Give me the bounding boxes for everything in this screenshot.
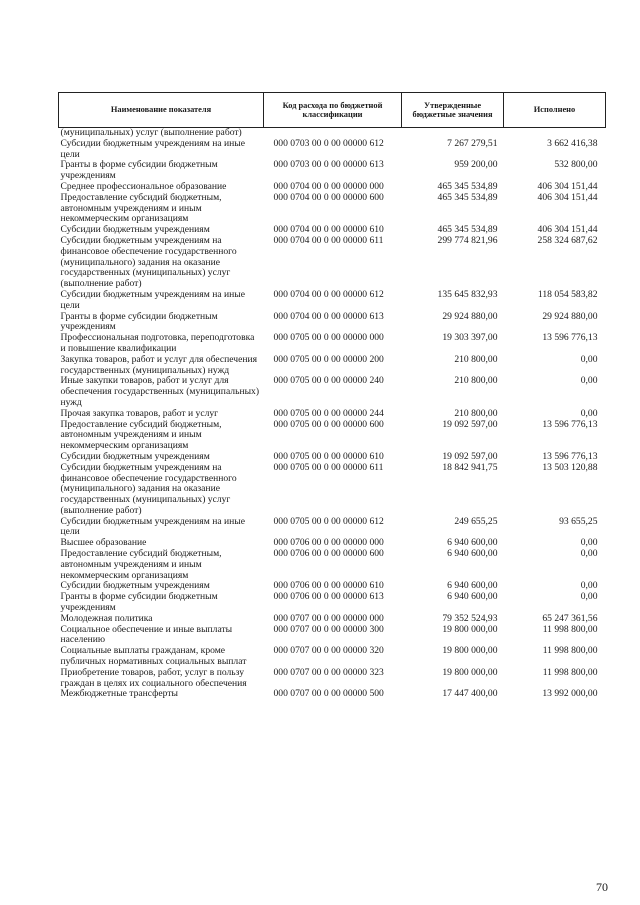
row-approved: 19 800 000,00 [442,623,498,635]
row-executed: 65 247 361,56 [542,612,598,624]
table-header-row [59,93,606,128]
row-name: Гранты в форме субсидии бюджетным учреждениям [60,159,218,182]
row-executed: 11 998 800,00 [542,666,598,678]
row-code: 000 0704 00 0 00 00000 612 [273,288,384,300]
table-row [59,409,606,420]
row-name: Субсидии бюджетным учреждениям на иные цели [60,515,245,538]
table-body [59,128,606,701]
row-code: 000 0705 00 0 00 00000 612 [273,515,384,527]
row-name: Социальное обеспечение и иные выплаты населению [60,623,233,646]
row-name: Высшее образование [60,537,147,549]
row-approved: 299 774 821,96 [437,234,498,246]
table-row [59,333,606,355]
header-approved: Утвержденные бюджетные значения [402,93,504,128]
row-code: 000 0707 00 0 00 00000 320 [273,645,384,657]
row-name: Субсидии бюджетным учреждениям [60,224,210,236]
row-executed: 0,00 [580,580,598,592]
header-executed: Исполнено [504,93,606,128]
row-approved: 135 645 832,93 [437,288,498,300]
row-name: (муниципальных) услуг (выполнение работ) [60,127,242,138]
table-row [59,668,606,690]
row-code: 000 0705 00 0 00 00000 200 [273,353,384,365]
header-code: Код расхода по бюджетной классификации [264,93,402,128]
table-row [59,463,606,517]
row-executed: 532 800,00 [554,159,598,171]
row-name: Субсидии бюджетным учреждениям [60,450,210,462]
table-row [59,290,606,312]
row-name: Субсидии бюджетным учреждениям на финансовое обеспечение государственного (муниципального) задания на оказание государственных (муниципальных) услуг (выполнение работ) [60,234,237,290]
row-name: Закупка товаров, работ и услуг для обеспечения государственных (муниципальных) нужд [60,353,258,376]
row-name: Субсидии бюджетным учреждениям [60,580,210,592]
row-approved: 19 092 597,00 [442,450,498,462]
row-approved: 19 092 597,00 [442,418,498,430]
row-approved: 249 655,25 [454,515,498,527]
row-code: 000 0704 00 0 00 00000 613 [273,310,384,322]
row-code: 000 0707 00 0 00 00000 300 [273,623,384,635]
row-name: Предоставление субсидий бюджетным, автономным учреждениям и иным некоммерческим организациям [60,418,222,452]
row-code: 000 0706 00 0 00 00000 610 [273,580,384,592]
table-row [59,689,606,700]
row-executed: 13 596 776,13 [542,418,598,430]
row-approved: 17 447 400,00 [442,688,498,700]
table-row [59,236,606,290]
row-name: Гранты в форме субсидии бюджетным учреждениям [60,310,218,333]
row-name: Молодежная политика [60,612,153,624]
table-row [59,420,606,452]
row-approved: 79 352 524,93 [442,612,498,624]
row-executed: 406 304 151,44 [537,180,598,192]
row-name: Субсидии бюджетным учреждениям на иные цели [60,137,245,160]
row-executed: 3 662 416,38 [547,137,598,149]
row-approved: 29 924 880,00 [442,310,498,322]
row-executed: 11 998 800,00 [542,645,598,657]
row-name: Предоставление субсидий бюджетным, автономным учреждениям и иным некоммерческим организациям [60,191,222,225]
row-approved: 465 345 534,89 [437,180,498,192]
row-code: 000 0705 00 0 00 00000 244 [273,407,384,419]
row-code: 000 0703 00 0 00 00000 612 [273,137,384,149]
row-approved: 7 267 279,51 [447,137,498,149]
row-approved: 210 800,00 [454,375,498,387]
row-code: 000 0707 00 0 00 00000 500 [273,688,384,700]
row-executed: 258 324 687,62 [537,234,598,246]
row-code: 000 0705 00 0 00 00000 000 [273,332,384,344]
row-approved: 210 800,00 [454,353,498,365]
row-name: Субсидии бюджетным учреждениям на финансовое обеспечение государственного (муниципального) задания на оказание государственных (муниципальных) услуг (выполнение работ) [60,461,237,516]
row-approved: 465 345 534,89 [437,191,498,203]
row-code: 000 0706 00 0 00 00000 000 [273,537,384,549]
row-approved: 6 940 600,00 [447,580,498,592]
row-executed: 29 924 880,00 [542,310,598,322]
row-approved: 19 800 000,00 [442,645,498,657]
row-executed: 93 655,25 [559,515,598,527]
table-row [59,139,606,161]
table-row [59,312,606,334]
budget-table-page [58,92,605,700]
row-approved: 959 200,00 [454,159,498,171]
table-row [59,160,606,182]
table-row [59,646,606,668]
row-executed: 406 304 151,44 [537,224,598,236]
row-executed: 0,00 [580,548,598,560]
row-approved: 18 842 941,75 [442,461,498,473]
row-name: Межбюджетные трансферты [60,688,178,700]
row-name: Профессиональная подготовка, переподготовка и повышение квалификации [60,332,255,354]
row-name: Гранты в форме субсидии бюджетным учреждениям [60,591,218,614]
row-executed: 0,00 [580,375,598,387]
row-approved: 19 800 000,00 [442,666,498,678]
row-name: Социальные выплаты гражданам, кроме публичных нормативных социальных выплат [60,645,247,668]
table-row [59,193,606,225]
budget-execution-table [58,92,606,700]
page-number: 70 [596,880,608,894]
row-executed: 13 992 000,00 [542,688,598,700]
row-executed: 0,00 [580,353,598,365]
row-code: 000 0706 00 0 00 00000 600 [273,548,384,560]
row-code: 000 0705 00 0 00 00000 610 [273,450,384,462]
table-row [59,355,606,377]
row-name: Прочая закупка товаров, работ и услуг [60,407,219,419]
row-name: Среднее профессиональное образование [60,180,227,192]
table-row [59,517,606,539]
row-name: Предоставление субсидий бюджетным, автономным учреждениям и иным некоммерческим организациям [60,548,222,581]
table-row [59,625,606,647]
table-row [59,592,606,614]
row-code: 000 0704 00 0 00 00000 611 [273,234,384,246]
row-approved: 6 940 600,00 [447,591,498,603]
row-approved: 6 940 600,00 [447,537,498,549]
row-code: 000 0704 00 0 00 00000 600 [273,191,384,203]
row-name: Приобретение товаров, работ, услуг в пользу граждан в целях их социального обеспечения [60,666,247,689]
row-code: 000 0705 00 0 00 00000 240 [273,375,384,387]
row-code: 000 0704 00 0 00 00000 610 [273,224,384,236]
row-executed: 13 596 776,13 [542,332,598,344]
row-executed: 406 304 151,44 [537,191,598,203]
row-code: 000 0706 00 0 00 00000 613 [273,591,384,603]
row-code: 000 0707 00 0 00 00000 323 [273,666,384,678]
table-row [59,549,606,581]
row-executed: 13 503 120,88 [542,461,598,473]
row-executed: 0,00 [580,537,598,549]
row-code: 000 0707 00 0 00 00000 000 [273,612,384,624]
row-approved: 465 345 534,89 [437,224,498,236]
row-approved: 210 800,00 [454,407,498,419]
row-executed: 13 596 776,13 [542,450,598,462]
row-name: Субсидии бюджетным учреждениям на иные цели [60,288,245,311]
row-name: Иные закупки товаров, работ и услуг для обеспечения государственных (муниципальных) нужд [60,375,260,408]
row-code: 000 0704 00 0 00 00000 000 [273,180,384,192]
row-code: 000 0705 00 0 00 00000 611 [273,461,384,473]
row-executed: 118 054 583,82 [537,288,598,300]
row-approved: 19 303 397,00 [442,332,498,344]
row-executed: 0,00 [580,591,598,603]
table-row [59,376,606,408]
row-approved: 6 940 600,00 [447,548,498,560]
row-executed: 0,00 [580,407,598,419]
header-name: Наименование показателя [59,93,264,128]
row-executed: 11 998 800,00 [542,623,598,635]
row-code: 000 0705 00 0 00 00000 600 [273,418,384,430]
row-code: 000 0703 00 0 00 00000 613 [273,159,384,171]
